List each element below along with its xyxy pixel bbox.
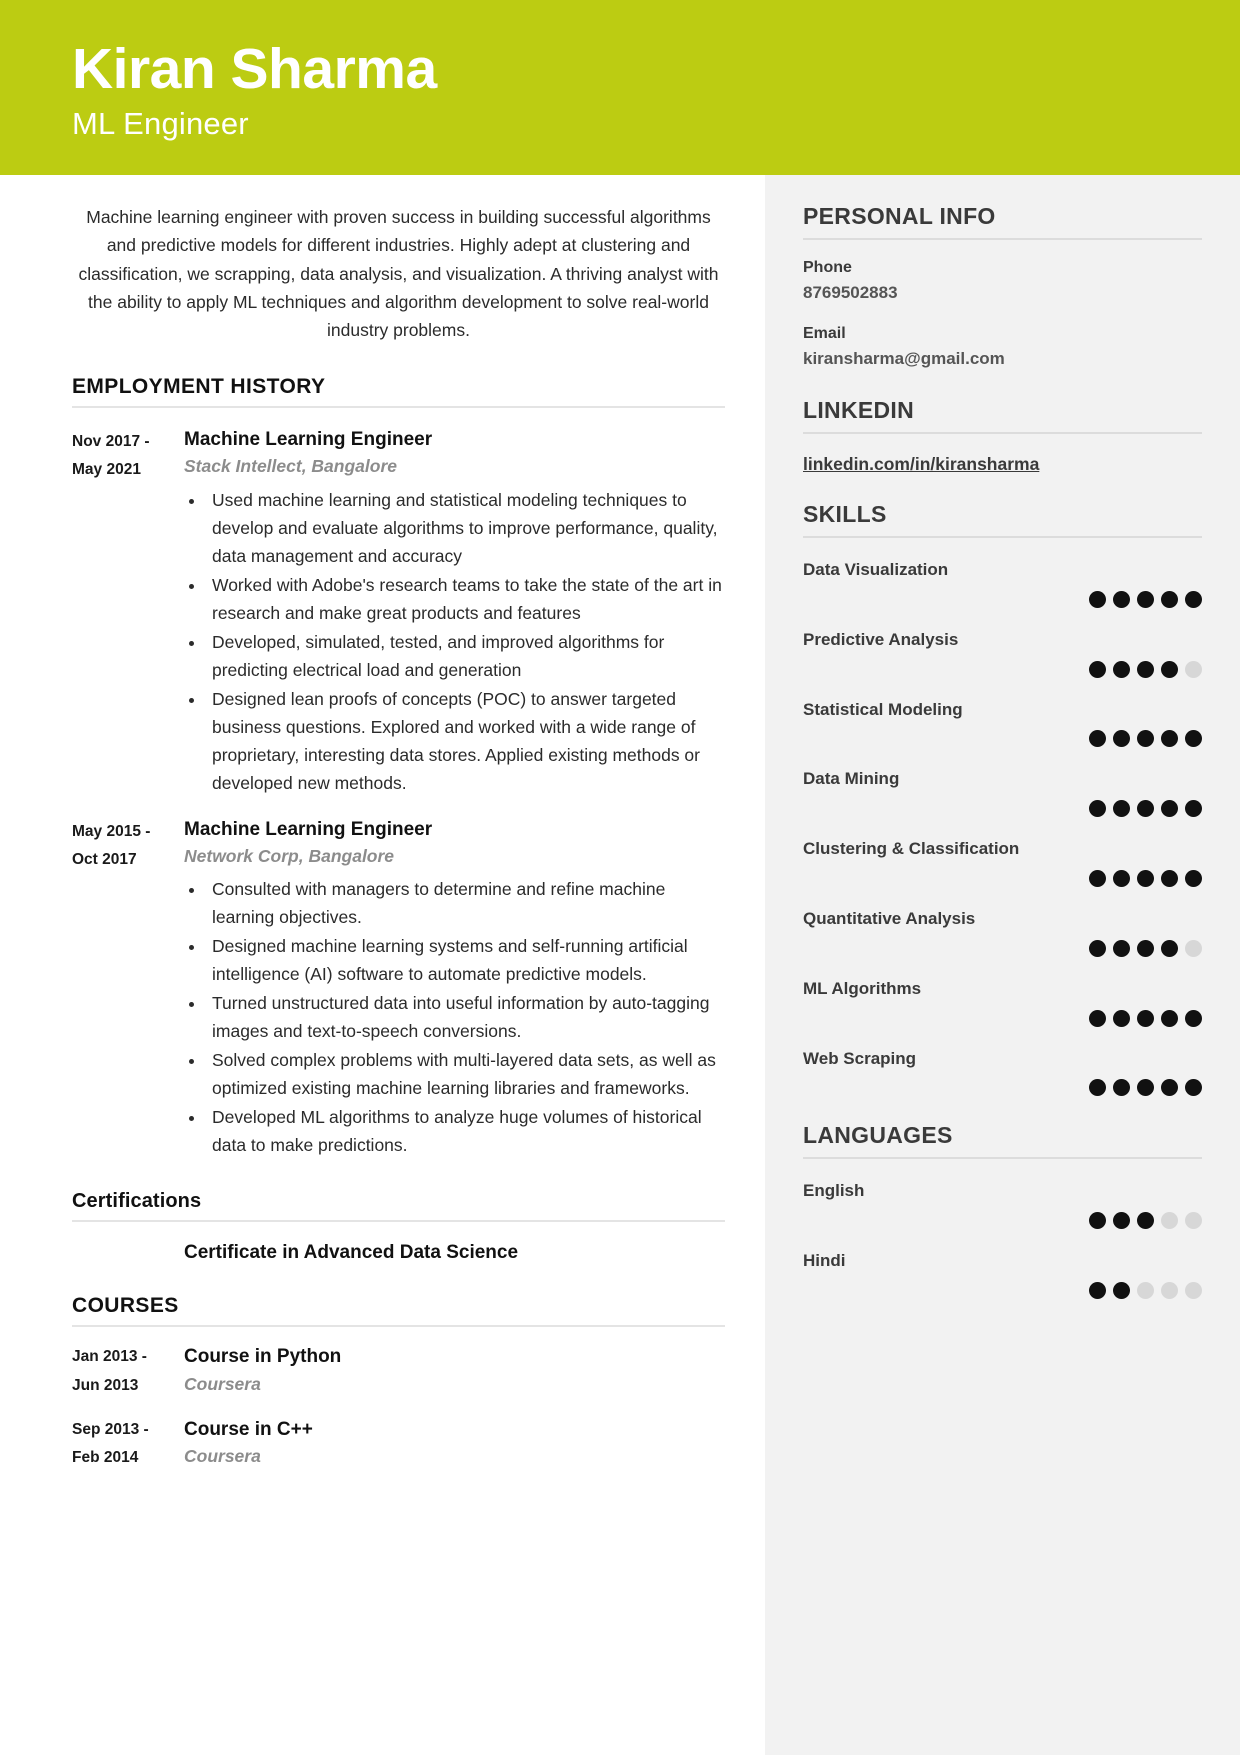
course-title: Course in Python [184,1346,342,1368]
rating-dot [1161,730,1178,747]
job-bullet: • Consulted with managers to determine and refine machine learning objectives. [206,875,725,931]
employment-entry [72,816,725,1161]
course-date-start: Jan 2013 - [72,1348,147,1366]
employment-content [172,426,725,798]
rating-dot [1089,730,1106,747]
rating-dot [1185,661,1202,678]
certifications-list [72,1242,725,1264]
rating-dot [1185,1212,1202,1229]
skill-item [803,558,1202,608]
course-date-end: Jun 2013 [72,1376,139,1394]
skill-item [803,837,1202,887]
skill-rating [803,870,1202,887]
professional-summary: Machine learning engineer with proven success in building successful algorithms and predictive models for different industries. Highly adept at clustering and classification, we scrapping, data analysis, and visualization. A thriving analyst with the ability to apply ML techniques and algorithm development to solve real-world industry problems. [78,207,719,341]
skill-name: Predictive Analysis [803,629,959,649]
course-dates [72,1343,172,1399]
language-rating [803,1282,1202,1299]
skill-item [803,907,1202,957]
resume-body [0,175,1240,1755]
rating-dot [1089,1010,1106,1027]
sidebar-heading-personal-info: PERSONAL INFO [803,203,1202,240]
section-heading-courses: COURSES [72,1294,725,1327]
rating-dot [1137,730,1154,747]
job-bullet: • Solved complex problems with multi-layered data sets, as well as optimized existing machine learning libraries and frameworks. [206,1046,725,1102]
rating-dot [1185,800,1202,817]
rating-dot [1137,1079,1154,1096]
rating-dot [1089,1212,1106,1229]
sidebar-heading-skills: SKILLS [803,501,1202,538]
language-item [803,1249,1202,1299]
course-content [172,1416,725,1472]
skill-name: Statistical Modeling [803,699,963,719]
employment-dates [72,816,172,1161]
employment-content [172,816,725,1161]
rating-dot [1089,800,1106,817]
skill-name: Quantitative Analysis [803,908,976,928]
skill-rating [803,800,1202,817]
date-start: Nov 2017 - [72,432,150,450]
job-bullet: • Designed lean proofs of concepts (POC) to answer targeted business questions. Explored and worked with a wide range of proprietary, interesting data stores. Applied existing methods or developed new methods. [206,685,725,797]
date-end: Oct 2017 [72,850,137,868]
rating-dot [1089,661,1106,678]
rating-dot [1089,591,1106,608]
skill-name: Data Mining [803,769,900,789]
rating-dot [1185,870,1202,887]
rating-dot [1137,591,1154,608]
course-entry [72,1343,725,1399]
rating-dot [1161,1010,1178,1027]
rating-dot [1089,1079,1106,1096]
job-bullets [206,486,725,797]
rating-dot [1185,1079,1202,1096]
resume-header [0,0,1240,175]
rating-dot [1113,1282,1130,1299]
job-company: Network Corp, Bangalore [184,846,395,867]
skill-item [803,698,1202,748]
rating-dot [1185,1010,1202,1027]
certification-date-spacer [72,1242,172,1264]
rating-dot [1137,870,1154,887]
rating-dot [1137,940,1154,957]
rating-dot [1089,940,1106,957]
course-date-start: Sep 2013 - [72,1420,149,1438]
course-dates [72,1416,172,1472]
language-rating [803,1212,1202,1229]
employment-list [72,426,725,1161]
certification-entry [72,1242,725,1264]
email-value: kiransharma@gmail.com [803,348,1005,368]
rating-dot [1113,1010,1130,1027]
candidate-name: Kiran Sharma [72,37,437,101]
rating-dot [1113,1212,1130,1229]
skills-list [803,558,1202,1096]
phone-value: 8769502883 [803,283,898,302]
skill-rating [803,661,1202,678]
linkedin-link[interactable]: linkedin.com/in/kiransharma [803,454,1040,474]
sidebar-heading-languages: LANGUAGES [803,1122,1202,1159]
job-bullet: • Developed, simulated, tested, and improved algorithms for predicting electrical load and generation [206,628,725,684]
rating-dot [1137,1010,1154,1027]
job-title: Machine Learning Engineer [184,428,433,450]
rating-dot [1161,940,1178,957]
language-name: Hindi [803,1251,846,1271]
rating-dot [1137,1282,1154,1299]
skill-item [803,1047,1202,1097]
rating-dot [1161,800,1178,817]
rating-dot [1161,1079,1178,1096]
skill-rating [803,1010,1202,1027]
certification-title: Certificate in Advanced Data Science [184,1242,519,1264]
rating-dot [1113,661,1130,678]
main-column [0,175,765,1755]
skill-name: Data Visualization [803,560,949,579]
rating-dot [1113,1079,1130,1096]
course-entry [72,1416,725,1472]
skill-rating [803,730,1202,747]
skill-name: Clustering & Classification [803,839,1020,859]
candidate-role: ML Engineer [72,105,249,141]
rating-dot [1161,591,1178,608]
job-bullets [206,875,725,1159]
job-title: Machine Learning Engineer [184,818,433,840]
rating-dot [1161,1212,1178,1229]
skill-item [803,767,1202,817]
job-bullet: • Used machine learning and statistical modeling techniques to develop and evaluate algorithms to improve performance, quality, data management and accuracy [206,486,725,570]
skill-name: ML Algorithms [803,978,922,998]
languages-list [803,1179,1202,1299]
rating-dot [1113,730,1130,747]
sidebar-heading-linkedin: LINKEDIN [803,397,1202,434]
rating-dot [1113,591,1130,608]
course-content [172,1343,725,1399]
rating-dot [1113,800,1130,817]
courses-list [72,1343,725,1472]
course-provider: Coursera [184,1446,261,1467]
skill-rating [803,591,1202,608]
rating-dot [1137,800,1154,817]
sidebar [765,175,1240,1755]
employment-entry [72,426,725,798]
rating-dot [1089,1282,1106,1299]
rating-dot [1161,870,1178,887]
rating-dot [1161,661,1178,678]
language-name: English [803,1181,865,1201]
course-date-end: Feb 2014 [72,1448,139,1466]
skill-rating [803,1079,1202,1096]
skill-item [803,628,1202,678]
rating-dot [1185,730,1202,747]
employment-dates [72,426,172,798]
rating-dot [1185,940,1202,957]
rating-dot [1089,870,1106,887]
phone-label: Phone [803,259,852,276]
job-bullet: • Turned unstructured data into useful information by auto-tagging images and text-to-speech conversions. [206,989,725,1045]
rating-dot [1113,870,1130,887]
date-end: May 2021 [72,460,141,478]
rating-dot [1137,661,1154,678]
rating-dot [1185,1282,1202,1299]
date-start: May 2015 - [72,822,151,840]
language-item [803,1179,1202,1229]
job-bullet: • Designed machine learning systems and self-running artificial intelligence (AI) software to automate predictive models. [206,932,725,988]
section-heading-employment: EMPLOYMENT HISTORY [72,375,725,408]
course-title: Course in C++ [184,1418,313,1440]
skill-rating [803,940,1202,957]
section-heading-certifications: Certifications [72,1190,725,1222]
job-bullet: • Developed ML algorithms to analyze huge volumes of historical data to make predictions. [206,1103,725,1159]
email-label: Email [803,324,846,342]
course-provider: Coursera [184,1373,261,1394]
skill-item [803,977,1202,1027]
skill-name: Web Scraping [803,1048,917,1068]
rating-dot [1137,1212,1154,1229]
job-bullet: • Worked with Adobe's research teams to take the state of the art in research and make great products and features [206,571,725,627]
job-company: Stack Intellect, Bangalore [184,456,397,477]
rating-dot [1113,940,1130,957]
email-field [803,322,1202,372]
rating-dot [1185,591,1202,608]
rating-dot [1161,1282,1178,1299]
phone-field [803,256,1202,306]
